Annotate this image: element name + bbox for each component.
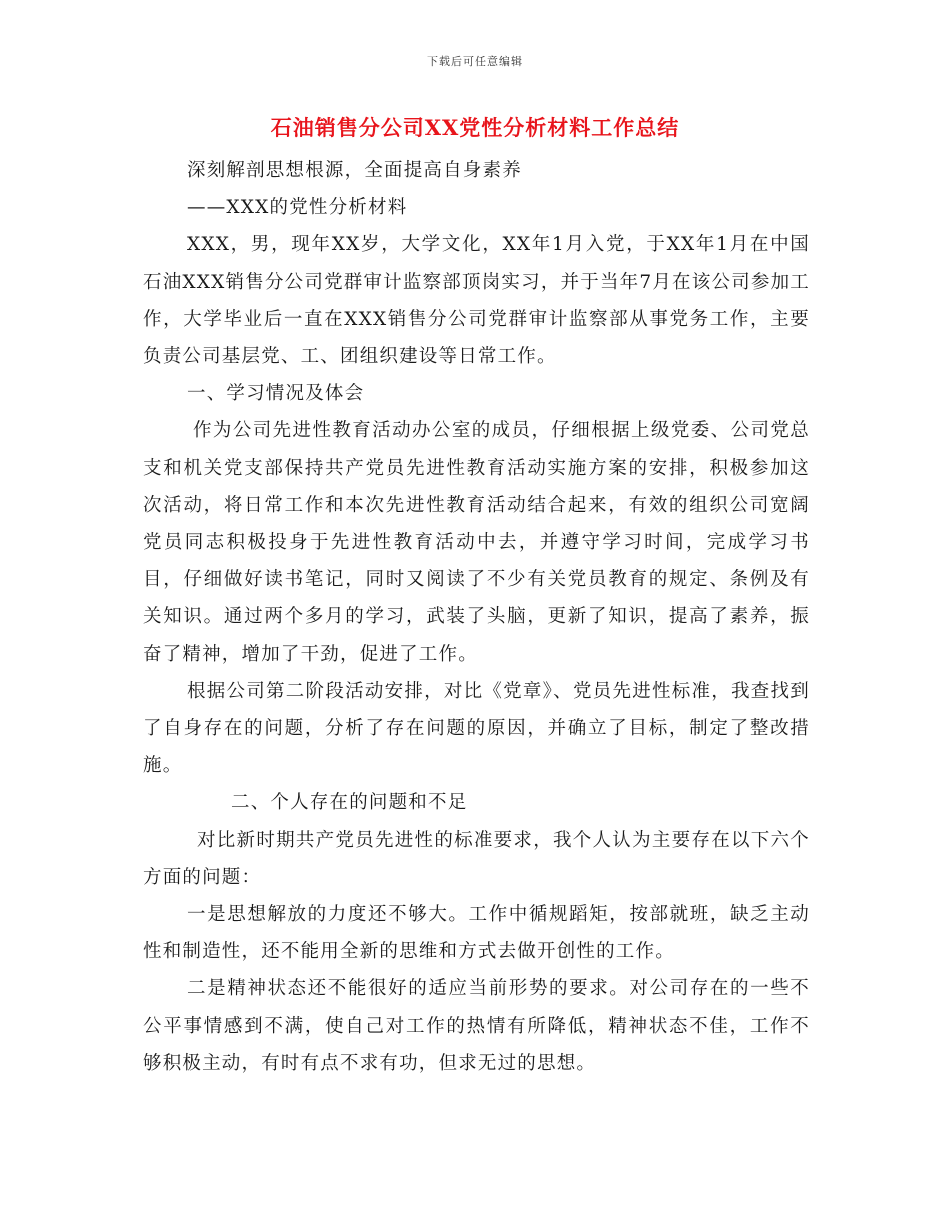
subtitle-attribution: ——XXX的党性分析材料 bbox=[187, 197, 408, 219]
intro-paragraph: XXX，男，现年XX岁，大学文化，XX年1月入党，于XX年1月在中国石油XXX销售分公司党群审计监察部顶岗实习，并于当年7月在该公司参加工作，大学毕业后一直在XXX销售分公司党群审计监察部从事党务工作，主要负责公司基层党、工、团组织建设等日常工作。 bbox=[143, 234, 810, 368]
problem-one-paragraph: 一是思想解放的力度还不够大。工作中循规蹈矩，按部就班，缺乏主动性和制造性，还不能用全新的思维和方式去做开创性的工作。 bbox=[143, 904, 810, 963]
header-note: 下载后可任意编辑 bbox=[427, 55, 523, 68]
subtitle: 深刻解剖思想根源，全面提高自身素养 bbox=[187, 160, 522, 181]
problems-intro-paragraph: 对比新时期共产党员先进性的标准要求，我个人认为主要存在以下六个方面的问题： bbox=[143, 829, 810, 888]
section-heading-1: 一、学习情况及体会 bbox=[187, 383, 365, 405]
problem-two-paragraph: 二是精神状态还不能很好的适应当前形势的要求。对公司存在的一些不公平事情感到不满，使自己对工作的热情有所降低，精神状态不佳，工作不够积极主动，有时有点不求有功，但求无过的思想。 bbox=[143, 978, 810, 1074]
document-title: 石油销售分公司XX党性分析材料工作总结 bbox=[270, 115, 680, 140]
analysis-paragraph: 根据公司第二阶段活动安排，对比《党章》、党员先进性标准，我查找到了自身存在的问题，分析了存在问题的原因，并确立了目标，制定了整改措施。 bbox=[143, 680, 810, 777]
study-paragraph: 作为公司先进性教育活动办公室的成员，仔细根据上级党委、公司党总支和机关党支部保持共产党员先进性教育活动实施方案的安排，积极参加这次活动，将日常工作和本次先进性教育活动结合起来，有效的组织公司宽阔党员同志积极投身于先进性教育活动中去，并遵守学习时间，完成学习书目，仔细做好读书笔记，同时又阅读了不少有关党员教育的规定、条例及有关知识。通过两个多月的学习，武装了头脑，更新了知识，提高了素养，振奋了精神，增加了干劲，促进了工作。 bbox=[143, 420, 810, 665]
section-heading-2: 二、个人存在的问题和不足 bbox=[231, 792, 468, 814]
document-body bbox=[143, 152, 810, 1082]
